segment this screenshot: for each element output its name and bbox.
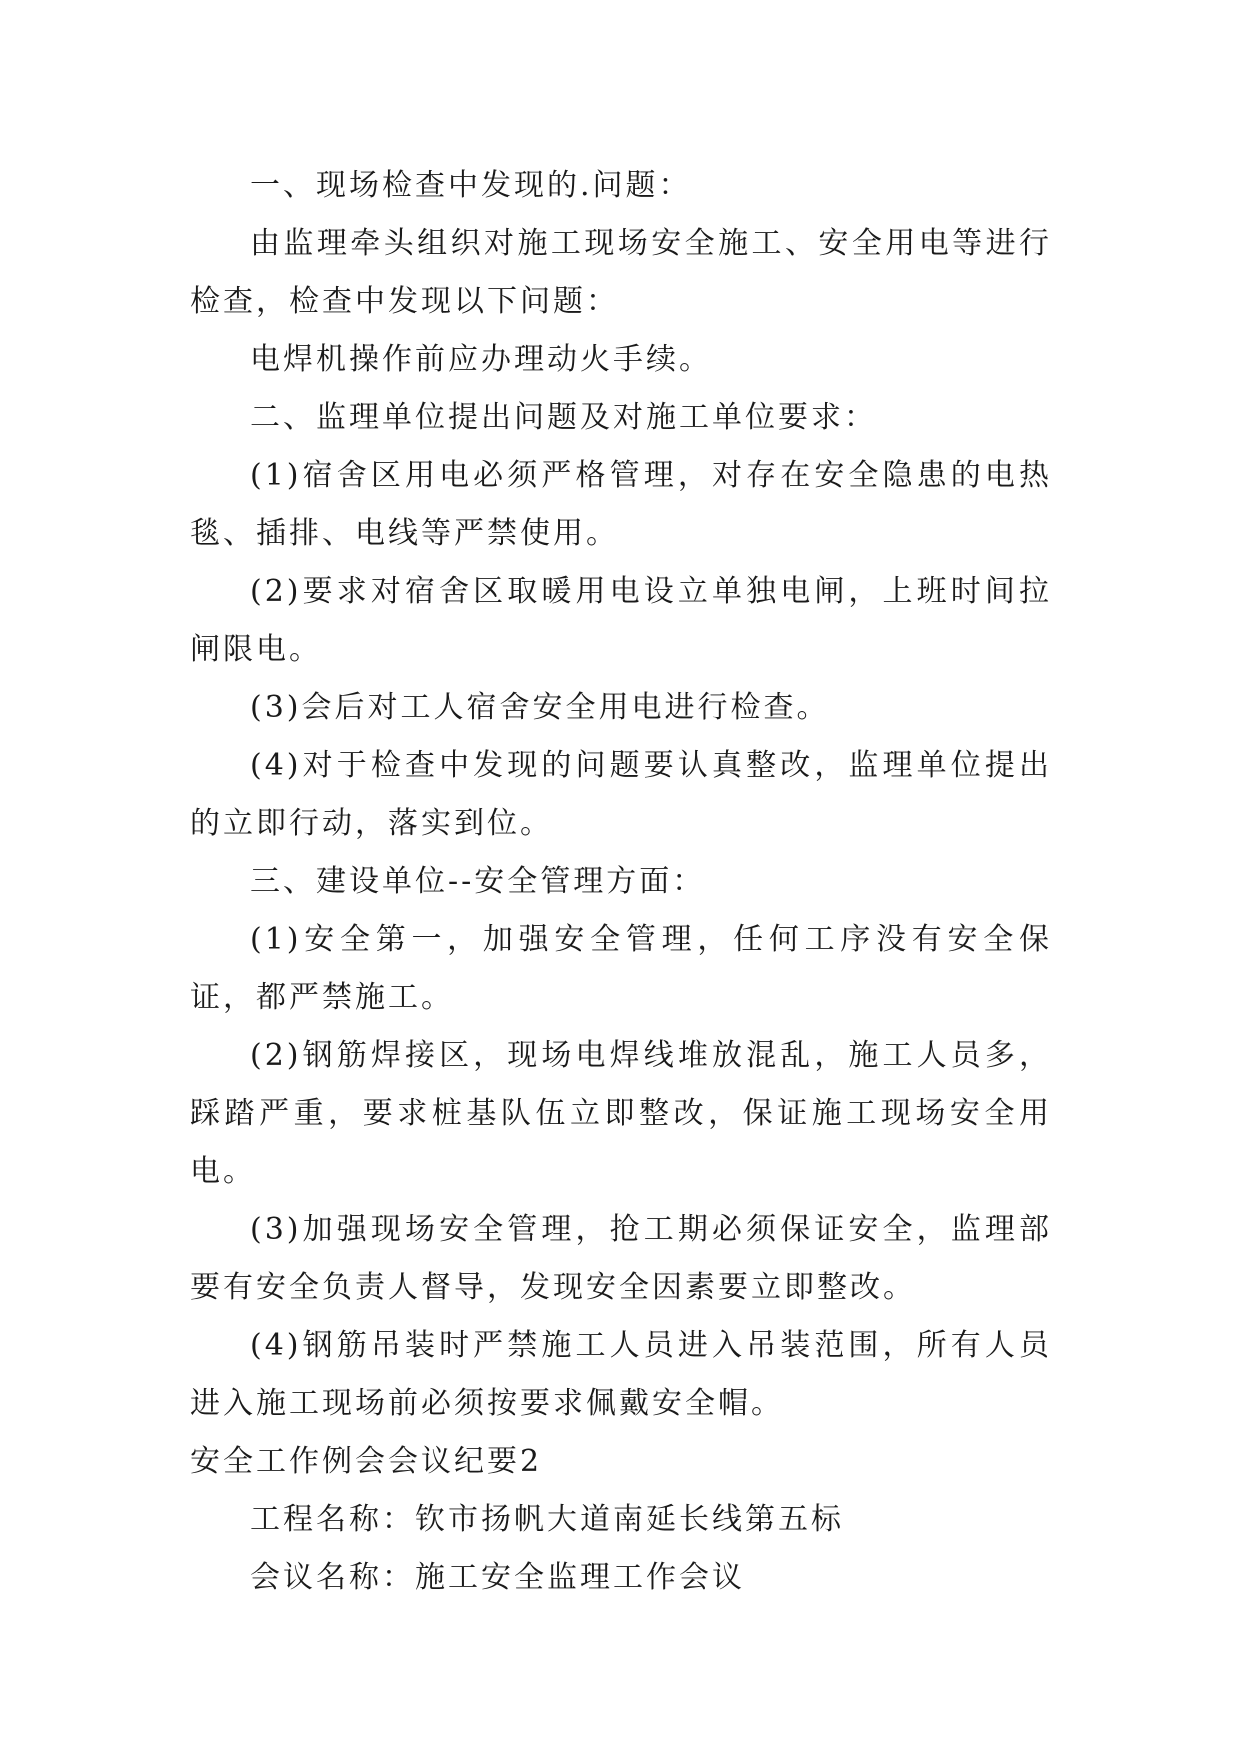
section-heading-1: 一、现场检查中发现的.问题： bbox=[250, 168, 692, 203]
project-name-line: 工程名称：钦市扬帆大道南延长线第五标 bbox=[250, 1502, 844, 1537]
requirement-item-1: (1)宿舍区用电必须严格管理，对存在安全隐患的电热毯、插排、电线等严禁使用。 bbox=[190, 458, 1052, 551]
requirement-item-4: (4)对于检查中发现的问题要认真整改，监理单位提出的立即行动，落实到位。 bbox=[190, 748, 1052, 841]
management-item-1: (1)安全第一，加强安全管理，任何工序没有安全保证，都严禁施工。 bbox=[190, 922, 1052, 1015]
requirement-item-3: (3)会后对工人宿舍安全用电进行检查。 bbox=[250, 690, 830, 725]
management-item-4: (4)钢筋吊装时严禁施工人员进入吊装范围，所有人员进入施工现场前必须按要求佩戴安全帽。 bbox=[190, 1328, 1052, 1421]
section-heading-3: 三、建设单位--安全管理方面： bbox=[250, 864, 706, 899]
document-body bbox=[190, 157, 1052, 1607]
requirement-item-2: (2)要求对宿舍区取暖用电设立单独电闸，上班时间拉闸限电。 bbox=[190, 574, 1052, 667]
document-title-2: 安全工作例会会议纪要2 bbox=[190, 1444, 543, 1479]
management-item-2: (2)钢筋焊接区，现场电焊线堆放混乱，施工人员多，踩踏严重，要求桩基队伍立即整改，保证施工现场安全用电。 bbox=[190, 1038, 1052, 1189]
paragraph-inspection-intro: 由监理牵头组织对施工现场安全施工、安全用电等进行检查，检查中发现以下问题： bbox=[190, 226, 1052, 319]
section-heading-2: 二、监理单位提出问题及对施工单位要求： bbox=[250, 400, 877, 435]
paragraph-welding-permit: 电焊机操作前应办理动火手续。 bbox=[250, 342, 712, 377]
meeting-name-line: 会议名称：施工安全监理工作会议 bbox=[250, 1560, 745, 1595]
management-item-3: (3)加强现场安全管理，抢工期必须保证安全，监理部要有安全负责人督导，发现安全因素要立即整改。 bbox=[190, 1212, 1052, 1305]
